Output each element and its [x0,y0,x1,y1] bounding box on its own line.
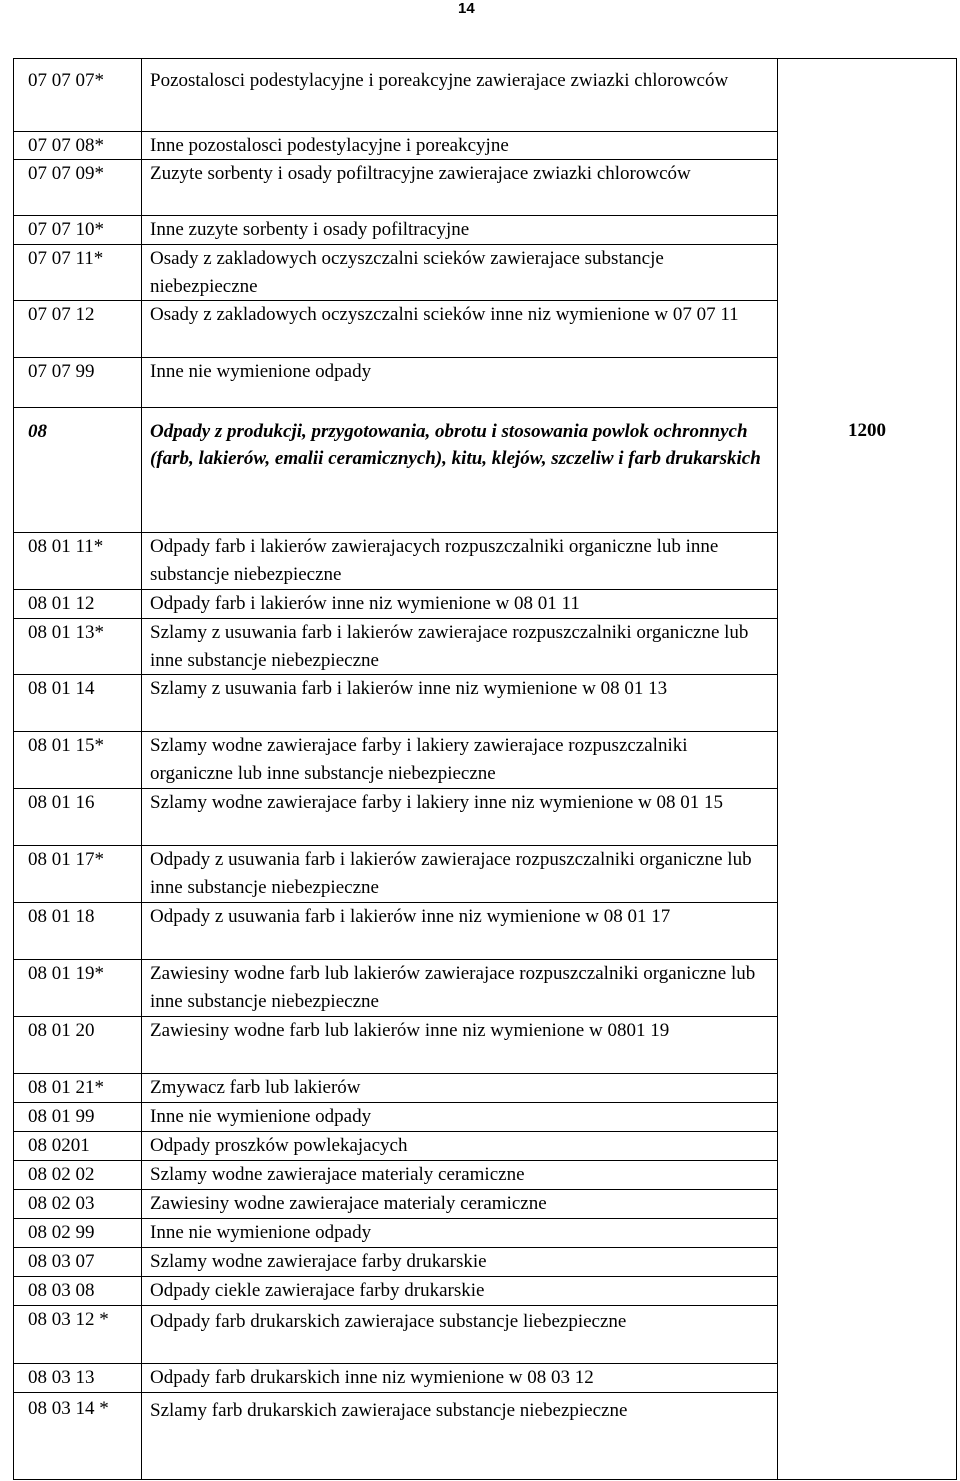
waste-description: Odpady farb drukarskich inne niz wymienione w 08 03 12 [150,1367,594,1388]
waste-description: Inne pozostalosci podestylacyjne i poreakcyjne [150,135,509,156]
waste-code: 08 01 13* [28,622,104,643]
waste-description: Odpady ciekle zawierajace farby drukarskie [150,1280,485,1301]
waste-description: Osady z zakladowych oczyszczalni scieków zawierajace substancje niebezpieczne [150,248,664,297]
waste-code: 08 03 14 * [28,1398,109,1419]
group-header-row [14,407,777,532]
waste-code: 07 07 07* [28,70,104,91]
waste-code: 08 01 12 [28,593,95,614]
waste-description: Odpady farb i lakierów zawierajacych rozpuszczalniki organiczne lub inne substancje niebezpieczne [150,536,719,585]
waste-code: 08 02 99 [28,1222,95,1243]
table-row [14,532,777,589]
waste-description: Odpady proszków powlekajacych [150,1135,408,1156]
waste-description: Zawiesiny wodne farb lub lakierów zawierajace rozpuszczalniki organiczne lub inne substancje niebezpieczne [150,963,756,1012]
table-row [14,1276,777,1305]
table-row [14,215,777,244]
table-row [14,845,777,902]
waste-code: 08 01 21* [28,1077,104,1098]
waste-description: Inne zuzyte sorbenty i osady pofiltracyjne [150,219,470,240]
waste-code: 07 07 09* [28,163,104,184]
table-row [14,1016,777,1073]
table-row [14,1073,777,1102]
waste-description: Odpady z usuwania farb i lakierów inne niz wymienione w 08 01 17 [150,906,671,927]
waste-description: Odpady farb drukarskich zawierajace substancje liebezpieczne [150,1311,627,1332]
group-quantity: 1200 [848,420,886,441]
waste-code: 08 02 03 [28,1193,95,1214]
waste-code: 08 01 15* [28,735,104,756]
waste-description: Odpady z usuwania farb i lakierów zawierajace rozpuszczalniki organiczne lub inne substancje niebezpieczne [150,849,752,898]
waste-description: Inne nie wymienione odpady [150,361,372,382]
group-description: Odpady z produkcji, przygotowania, obrotu i stosowania powlok ochronnych (farb, lakierów, emalii ceramicznych), kitu, klejów, szczeliw i farb drukarskich [150,421,761,469]
table-row [14,731,777,788]
waste-code: 08 0201 [28,1135,90,1156]
waste-code: 08 03 08 [28,1280,95,1301]
waste-description: Szlamy farb drukarskich zawierajace substancje niebezpieczne [150,1400,628,1421]
waste-description: Szlamy wodne zawierajace farby i lakiery inne niz wymienione w 08 01 15 [150,792,723,813]
waste-description: Pozostalosci podestylacyjne i poreakcyjne zawierajace zwiazki chlorowców [150,70,729,91]
waste-code: 08 01 14 [28,678,95,699]
waste-description: Osady z zakladowych oczyszczalni scieków inne niz wymienione w 07 07 11 [150,304,739,325]
table-row [14,902,777,959]
waste-code: 08 01 11* [28,536,104,557]
table-row [14,959,777,1016]
waste-description: Inne nie wymienione odpady [150,1222,372,1243]
waste-code: 08 01 17* [28,849,104,870]
waste-code: 07 07 99 [28,361,95,382]
waste-code: 07 07 12 [28,304,95,325]
waste-code: 07 07 10* [28,219,104,240]
table-row [14,1218,777,1247]
table-row [14,1131,777,1160]
waste-description: Zuzyte sorbenty i osady pofiltracyjne zawierajace zwiazki chlorowców [150,163,691,184]
table-row [14,1160,777,1189]
waste-description: Szlamy wodne zawierajace farby drukarskie [150,1251,487,1272]
table-row [14,59,777,131]
table-row [14,244,777,300]
table-row [14,674,777,731]
table-row [14,357,777,407]
group-code: 08 [28,421,47,442]
table-row [14,1189,777,1218]
waste-code: 08 01 20 [28,1020,95,1041]
waste-code: 08 01 16 [28,792,95,813]
waste-code: 08 01 19* [28,963,104,984]
waste-description: Zawiesiny wodne farb lub lakierów inne niz wymienione w 0801 19 [150,1020,670,1041]
waste-description: Szlamy wodne zawierajace farby i lakiery zawierajace rozpuszczalniki organiczne lub inne substancje niebezpieczne [150,735,688,784]
waste-code: 07 07 08* [28,135,104,156]
table-row [14,131,777,159]
table-row [14,1102,777,1131]
waste-code: 08 01 99 [28,1106,95,1127]
table-row [14,618,777,674]
table-row [14,589,777,618]
waste-code: 08 02 02 [28,1164,95,1185]
waste-description: Zawiesiny wodne zawierajace materialy ceramiczne [150,1193,547,1214]
waste-description: Szlamy z usuwania farb i lakierów inne niz wymienione w 08 01 13 [150,678,668,699]
table-row [14,788,777,845]
waste-description: Odpady farb i lakierów inne niz wymienione w 08 01 11 [150,593,580,614]
waste-code: 08 03 07 [28,1251,95,1272]
table-row [14,1363,777,1392]
waste-code-table [13,58,957,1480]
table-row [14,159,777,215]
waste-code: 08 01 18 [28,906,95,927]
table-row [14,300,777,357]
waste-code: 07 07 11* [28,248,104,269]
waste-description: Szlamy z usuwania farb i lakierów zawierajace rozpuszczalniki organiczne lub inne substancje niebezpieczne [150,622,749,671]
waste-code: 08 03 12 * [28,1309,109,1330]
waste-description: Zmywacz farb lub lakierów [150,1077,361,1098]
waste-description: Inne nie wymienione odpady [150,1106,372,1127]
table-row [14,1392,777,1480]
column-divider-quantity [777,59,778,1479]
waste-code: 08 03 13 [28,1367,95,1388]
table-row [14,1305,777,1363]
table-row [14,1247,777,1276]
page-number: 14 [458,0,475,17]
waste-description: Szlamy wodne zawierajace materialy ceramiczne [150,1164,525,1185]
